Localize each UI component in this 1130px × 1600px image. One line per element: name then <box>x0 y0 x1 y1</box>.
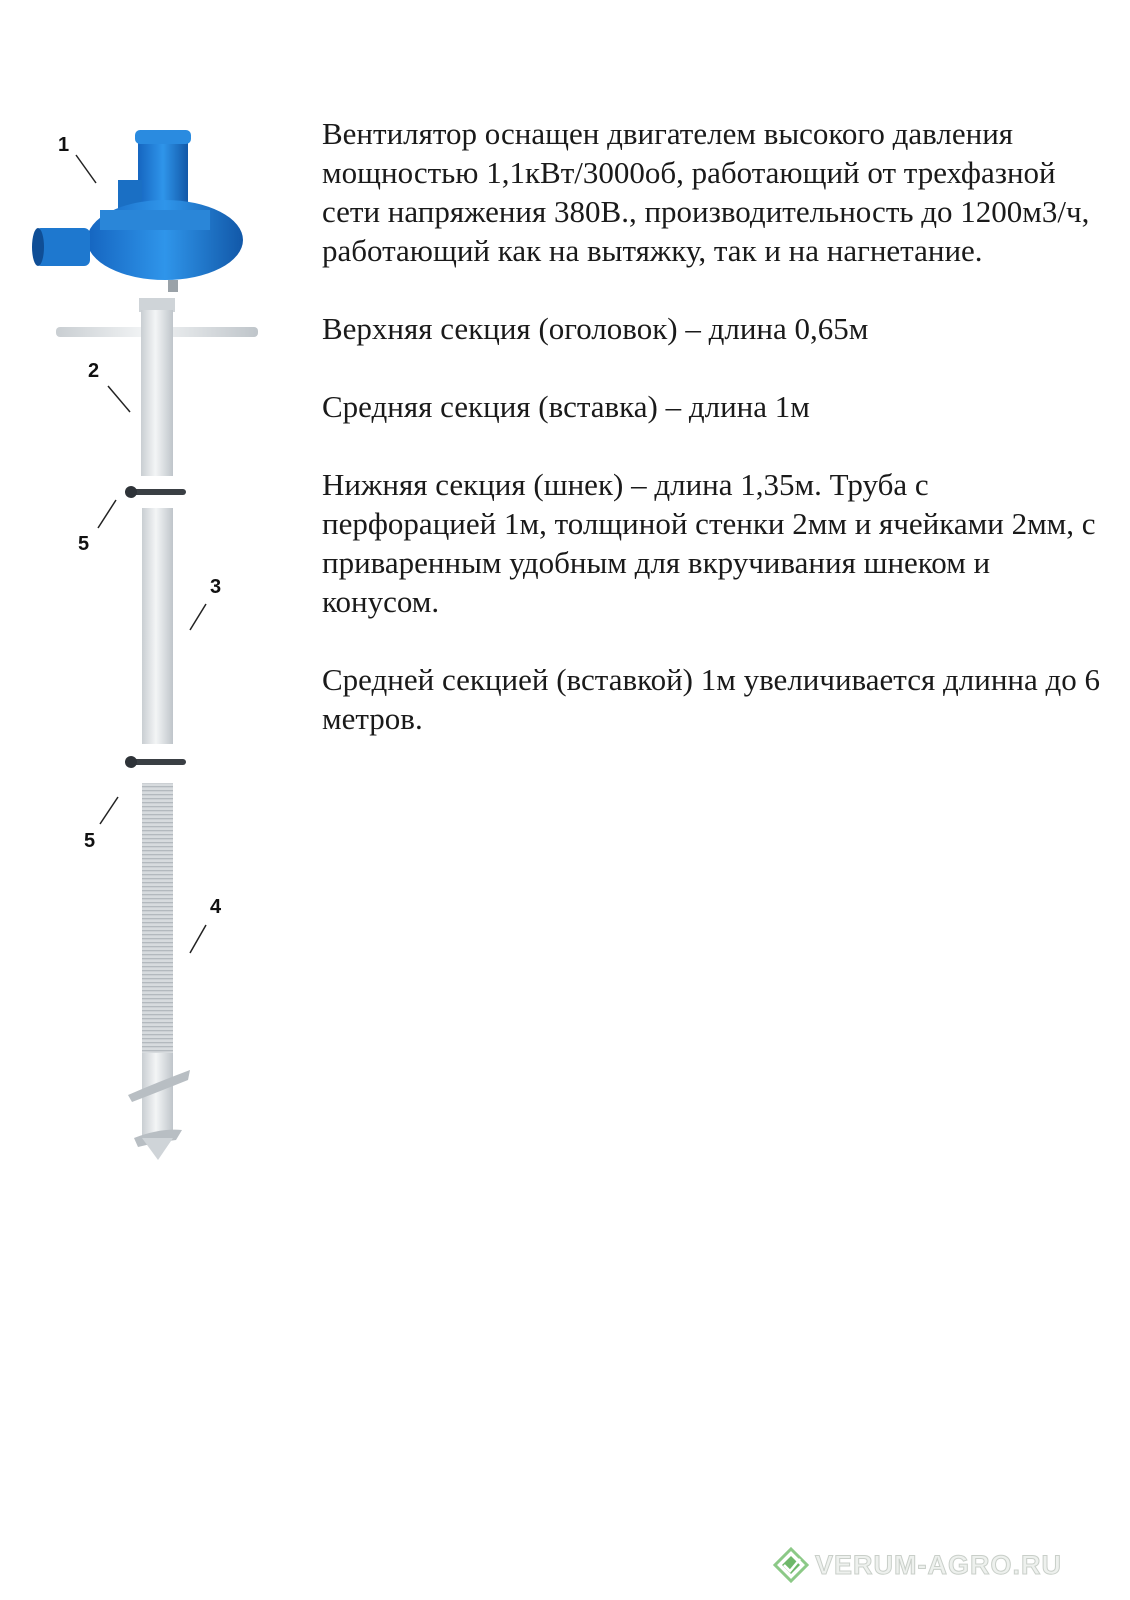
extension-note: Средней секцией (вставкой) 1м увеличивается длинна до 6 метров. <box>322 662 1101 736</box>
top-section-description: Верхняя секция (оголовок) – длина 0,65м <box>322 311 869 346</box>
middle-section-description: Средняя секция (вставка) – длина 1м <box>322 389 810 424</box>
leader-line-1 <box>76 155 96 183</box>
product-illustration <box>0 0 300 1200</box>
watermark <box>773 1545 1062 1585</box>
watermark-text: VERUM-AGRO.RU <box>815 1549 1062 1580</box>
callout-number: 1 <box>58 134 70 156</box>
leader-line-2 <box>108 386 130 412</box>
coupling-bolt-1 <box>125 486 186 498</box>
coupling-bolt-2 <box>125 756 186 768</box>
callout-number: 3 <box>210 576 222 598</box>
auger-section <box>128 783 190 1160</box>
callout-number: 4 <box>210 896 222 918</box>
top-section <box>56 298 258 476</box>
leader-line-5b <box>100 797 118 824</box>
callout-number: 2 <box>88 360 100 382</box>
callout-number: 5 <box>78 533 90 555</box>
leader-line-5a <box>98 500 116 528</box>
middle-section <box>142 508 173 744</box>
leader-line-3 <box>190 604 206 630</box>
leader-line-4 <box>190 925 206 953</box>
description-column <box>322 114 1102 777</box>
bottom-section-description: Нижняя секция (шнек) – длина 1,35м. Труба с перфорацией 1м, толщиной стенки 2мм и ячейками 2мм, с приваренным удобным для вкручивания шнеком и конусом. <box>322 467 1096 619</box>
fan-description: Вентилятор оснащен двигателем высокого давления мощностью 1,1кВт/3000об, работающий от трехфазной сети напряжения 380В., производительность до 1200м3/ч, работающий как на вытяжку, так и на нагнетание. <box>322 116 1090 268</box>
callout-number: 5 <box>84 830 96 852</box>
green-diamond-logo-icon <box>773 1547 809 1583</box>
